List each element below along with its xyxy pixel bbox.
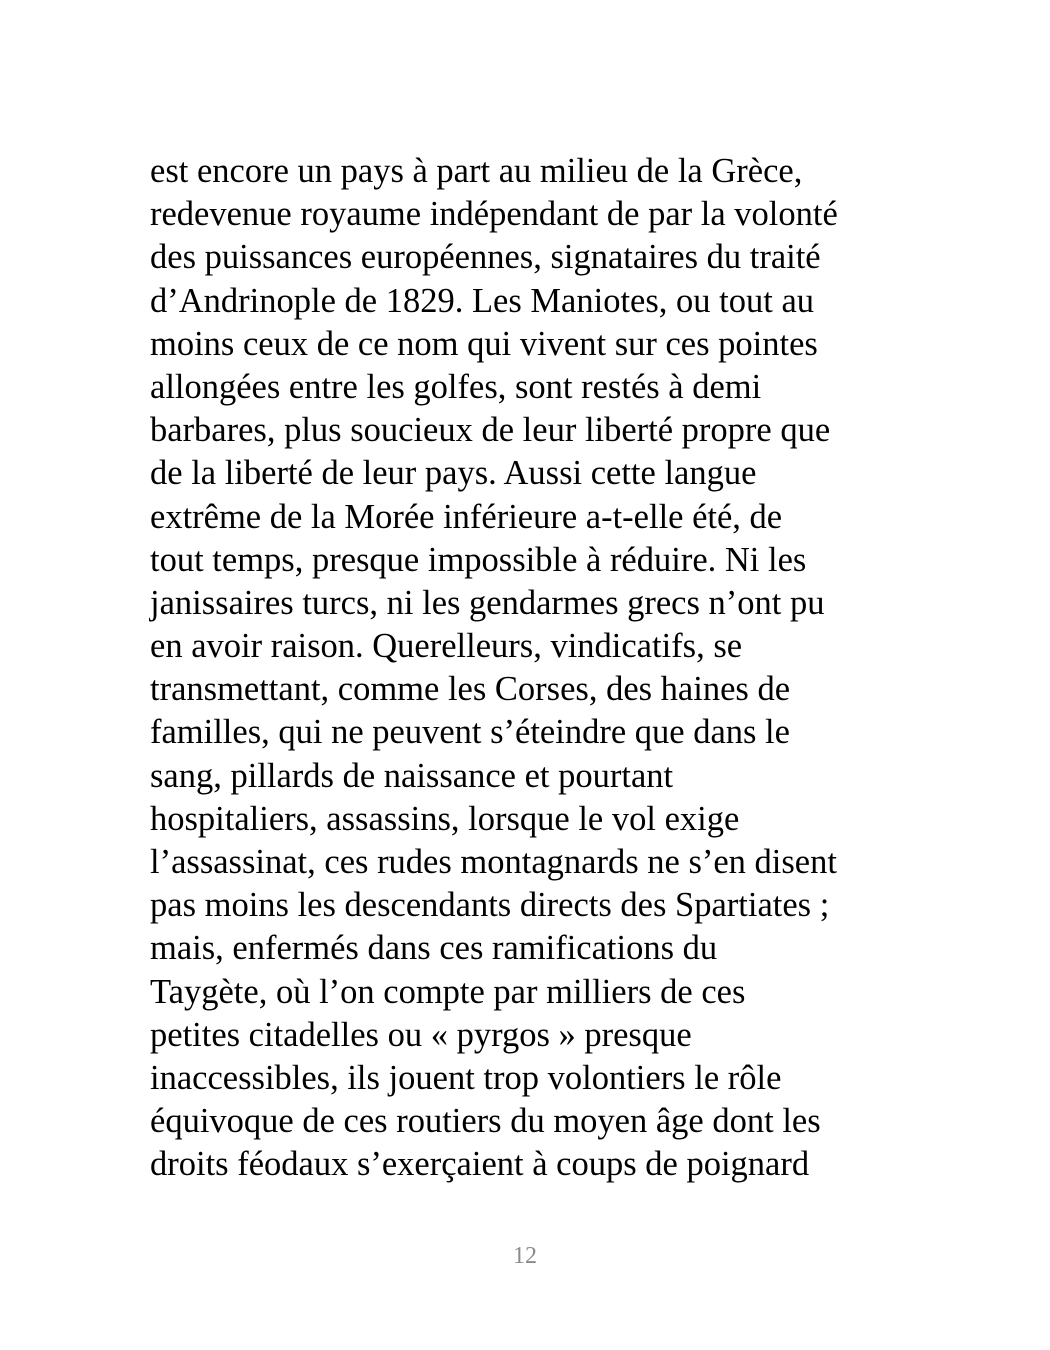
text-line: de la liberté de leur pays. Aussi cette langue — [150, 454, 757, 493]
text-line: l’assassinat, ces rudes montagnards ne s’en disent — [150, 843, 837, 881]
text-line: des puissances européennes, signataires du traité — [150, 238, 821, 277]
text-line: familles, qui ne peuvent s’éteindre que dans le — [150, 713, 790, 752]
text-line: extrême de la Morée inférieure a-t-elle été, de — [150, 497, 783, 536]
text-line: redevenue royaume indépendant de par la volonté — [150, 195, 838, 234]
text-line: barbares, plus soucieux de leur liberté propre que — [150, 411, 831, 450]
text-line: est encore un pays à part au milieu de la Grèce, — [150, 152, 803, 190]
text-line: moins ceux de ce nom qui vivent sur ces pointes — [150, 324, 818, 363]
text-line: sang, pillards de naissance et pourtant — [150, 756, 674, 795]
text-line: tout temps, presque impossible à réduire. Ni les — [150, 540, 807, 579]
text-line: équivoque de ces routiers du moyen âge dont les — [150, 1102, 821, 1141]
text-line: d’Andrinople de 1829. Les Maniotes, ou tout au — [150, 281, 815, 320]
text-line: hospitaliers, assassins, lorsque le vol exige — [150, 799, 740, 838]
text-line: inaccessibles, ils jouent trop volontiers le rôle — [150, 1058, 782, 1097]
text-line: petites citadelles ou « pyrgos » presque — [150, 1015, 692, 1054]
page-number: 12 — [513, 1243, 537, 1269]
text-line: pas moins les descendants directs des Spartiates ; — [150, 886, 830, 925]
text-line: Taygète, où l’on compte par milliers de ces — [150, 972, 746, 1011]
text-line: en avoir raison. Querelleurs, vindicatifs, se — [150, 627, 743, 666]
text-line: janissaires turcs, ni les gendarmes grecs n’ont pu — [150, 583, 825, 622]
text-line: allongées entre les golfes, sont restés à demi — [150, 367, 762, 406]
text-line: transmettant, comme les Corses, des haines de — [150, 670, 791, 709]
text-line: droits féodaux s’exerçaient à coups de poignard — [150, 1145, 810, 1184]
text-line: mais, enfermés dans ces ramifications du — [150, 929, 718, 968]
body-text — [150, 150, 900, 1187]
